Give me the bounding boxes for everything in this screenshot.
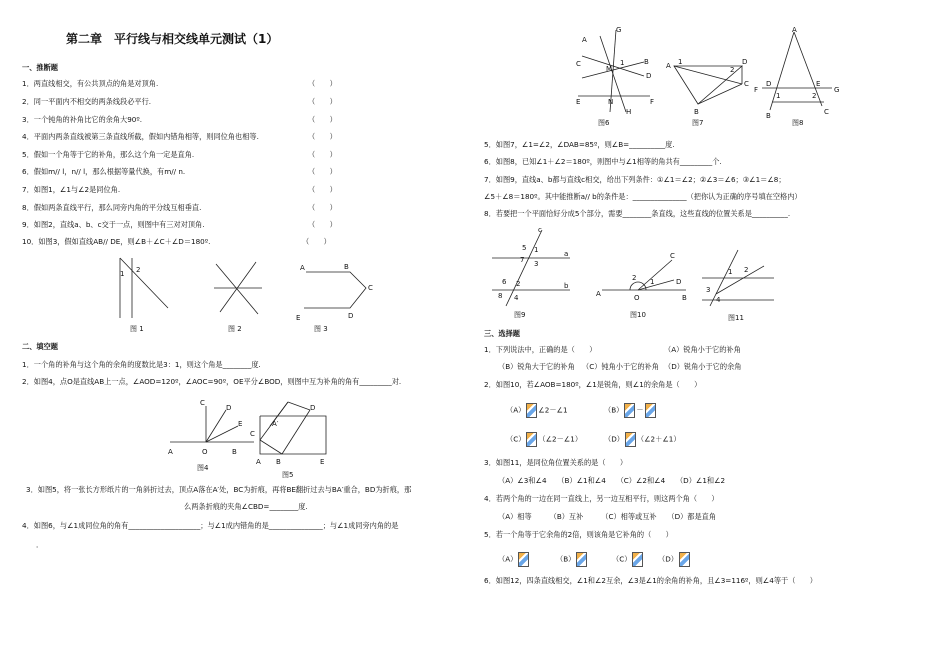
figure-4 (166, 396, 256, 458)
svg-text:N: N (608, 98, 614, 106)
option-label: （A） (498, 554, 518, 564)
section-2-heading: 二、填空题 (22, 342, 58, 351)
svg-text:1: 1 (534, 246, 539, 254)
judge-q4: 4．平面内两条直线被第三条直线所截，假如内错角相等，则同位角也相等. (22, 132, 259, 141)
svg-text:a: a (564, 250, 569, 258)
fill-q3-line1: 3．如图5，将一张长方形纸片的一角斜折过去，顶点A落在A′处，BC为折痕，再将BE翻折过去与BA′重合，BD为折痕，那 (26, 485, 412, 494)
figure-2-caption: 图 2 (228, 325, 242, 333)
svg-text:E: E (576, 98, 581, 106)
judge-q7: 7．如图1，∠1与∠2是同位角. (22, 185, 121, 194)
judge-q5: 5．假如一个角等于它的补角，那么这个角一定是直角. (22, 150, 195, 159)
svg-text:C: C (200, 399, 205, 407)
svg-text:A: A (582, 36, 587, 44)
judge-q2: 2．同一平面内不相交的两条线段必平行. (22, 97, 152, 106)
choice-q1: 1．下列说法中，正确的是（ ） (484, 345, 597, 354)
option-text: （∠2－∠1） (538, 434, 583, 444)
figure-10 (596, 246, 692, 302)
figure-5 (248, 398, 334, 466)
svg-text:D: D (348, 312, 354, 320)
choice-q2-option-d (604, 432, 681, 447)
svg-text:c: c (538, 226, 542, 234)
judge-q6: 6．假如m// l，n// l，那么根据等量代换，有m// n. (22, 167, 186, 176)
fill-q6: 6．如图8，已知∠1＋∠2＝180º，则图中与∠1相等的角共有_________个. (484, 157, 722, 166)
answer-paren: （ ） (308, 150, 337, 159)
svg-text:4: 4 (716, 296, 721, 304)
fill-q4-end: ． (36, 540, 44, 549)
figure-10-caption: 图10 (630, 311, 646, 319)
fill-q3-line2: 么两条折痕的夹角∠CBD=________度. (184, 502, 308, 511)
page-title: 第二章 平行线与相交线单元测试（1） (66, 32, 279, 46)
choice-q1-option-c: （C）钝角小于它的补角 (582, 362, 659, 371)
svg-text:b: b (564, 282, 569, 290)
figure-11 (698, 244, 778, 310)
svg-text:C: C (576, 60, 581, 68)
figure-9-caption: 图9 (514, 311, 526, 319)
choice-q5-option-d (658, 552, 691, 567)
svg-text:1: 1 (650, 278, 655, 286)
fill-q7-line2: ∠5＋∠8＝180º。其中能推断a// b的条件是：_______________（把你认为正确的序号填在空格内） (484, 192, 802, 201)
fraction-formula-icon (645, 403, 656, 418)
fraction-formula-icon (526, 403, 537, 418)
figure-9 (488, 226, 574, 308)
svg-text:4: 4 (514, 294, 519, 302)
answer-paren: （ ） (302, 237, 331, 246)
option-text: （∠2＋∠1） (636, 434, 681, 444)
svg-text:E: E (296, 314, 301, 322)
fraction-formula-icon (624, 403, 635, 418)
choice-q2-option-a (506, 403, 568, 418)
judge-q9: 9．如图2，直线a、b、c交于一点，则图中有三对对顶角. (22, 220, 205, 229)
choice-q5-option-b (556, 552, 588, 567)
fill-q5: 5．如图7，∠1=∠2，∠DAB=85º，则∠B=__________度. (484, 140, 675, 149)
choice-q4-options: （A）相等 （B）互补 （C）相等或互补 （D）都是直角 (498, 512, 717, 521)
svg-text:D: D (676, 278, 682, 286)
svg-text:O: O (202, 448, 208, 456)
choice-q2: 2．如图10，若∠AOB=180º，∠1是锐角，则∠1的余角是（ ） (484, 380, 702, 389)
svg-text:5: 5 (522, 244, 527, 252)
svg-text:1: 1 (120, 270, 125, 278)
svg-text:E: E (816, 80, 821, 88)
option-text: ∠2－∠1 (538, 405, 568, 415)
svg-text:2: 2 (730, 66, 735, 74)
figure-1-caption: 图 1 (130, 325, 144, 333)
option-label: （A） (506, 405, 526, 415)
svg-text:1: 1 (728, 268, 733, 276)
choice-q5: 5．若一个角等于它余角的2倍，则该角是它补角的（ ） (484, 530, 673, 539)
fraction-formula-icon (625, 432, 636, 447)
svg-text:E: E (238, 420, 243, 428)
figure-4-caption: 图4 (197, 464, 209, 472)
svg-text:A: A (168, 448, 173, 456)
figure-2 (206, 258, 266, 318)
choice-q2-option-c (506, 432, 582, 447)
svg-text:2: 2 (744, 266, 749, 274)
answer-paren: （ ） (308, 79, 337, 88)
fraction-formula-icon (632, 552, 643, 567)
svg-text:H: H (626, 108, 632, 116)
answer-paren: （ ） (308, 185, 337, 194)
svg-text:B: B (276, 458, 281, 466)
svg-text:A: A (256, 458, 261, 466)
svg-text:2: 2 (812, 92, 817, 100)
fraction-formula-icon (576, 552, 587, 567)
section-1-heading: 一、推断题 (22, 63, 58, 72)
svg-text:B: B (232, 448, 237, 456)
option-label: （D） (658, 554, 678, 564)
choice-q6: 6．如图12，四条直线相交，∠1和∠2互余，∠3是∠1的余角的补角，且∠3=116º，则∠4等于（ ） (484, 576, 817, 585)
figure-11-caption: 图11 (728, 314, 744, 322)
svg-text:A: A (596, 290, 601, 298)
svg-text:8: 8 (498, 292, 503, 300)
svg-text:D: D (226, 404, 232, 412)
svg-text:O: O (634, 294, 640, 302)
figure-7 (664, 40, 754, 120)
figure-8-caption: 图8 (792, 119, 804, 127)
svg-text:C: C (744, 80, 749, 88)
svg-text:M: M (606, 65, 613, 73)
svg-text:7: 7 (520, 256, 525, 264)
judge-q3: 3．一个钝角的补角比它的余角大90º. (22, 115, 143, 124)
svg-text:C: C (368, 284, 373, 292)
svg-text:C: C (250, 430, 255, 438)
answer-paren: （ ） (308, 167, 337, 176)
judge-q8: 8．假如两条直线平行，那么同旁内角的平分线互相垂直. (22, 203, 202, 212)
svg-text:B: B (644, 58, 649, 66)
svg-text:A: A (792, 26, 797, 34)
svg-text:2: 2 (516, 280, 521, 288)
svg-text:B: B (344, 263, 349, 271)
svg-text:C: C (670, 252, 675, 260)
fill-q4: 4．如图6，与∠1成同位角的角有____________________；与∠1成内错角的是_______________；与∠1成同旁内角的是 (22, 521, 399, 530)
choice-q5-option-a (498, 552, 530, 567)
svg-text:D: D (766, 80, 772, 88)
svg-text:D: D (646, 72, 652, 80)
choice-q5-option-c (612, 552, 644, 567)
fraction-formula-icon (679, 552, 690, 567)
section-3-heading: 三、选择题 (484, 329, 520, 338)
svg-text:3: 3 (706, 286, 711, 294)
svg-text:1: 1 (678, 58, 683, 66)
option-label: （D） (604, 434, 624, 444)
fill-q2: 2．如图4，点O是直线AB上一点，∠AOD=120º，∠AOC=90º，OE平分∠BOD，则图中互为补角的角有_________对. (22, 377, 402, 386)
svg-text:3: 3 (534, 260, 539, 268)
fraction-formula-icon (526, 432, 537, 447)
svg-text:D: D (310, 404, 316, 412)
choice-q1-option-b: （B）锐角大于它的补角 (498, 362, 575, 371)
answer-paren: （ ） (308, 132, 337, 141)
svg-text:A: A (300, 264, 305, 272)
figure-5-caption: 图5 (282, 471, 294, 479)
svg-text:G: G (616, 26, 622, 34)
svg-text:B: B (682, 294, 687, 302)
figure-6 (574, 26, 664, 116)
figure-8 (752, 26, 844, 120)
svg-text:C: C (824, 108, 829, 116)
choice-q2-option-b: （B） － (604, 403, 657, 418)
svg-text:2: 2 (136, 266, 141, 274)
option-label: （C） (612, 554, 632, 564)
judge-q1: 1．两直线相交，有公共顶点的角是对顶角. (22, 79, 159, 88)
choice-q1-option-d: （D）锐角小于它的余角 (664, 362, 742, 371)
fill-q8: 8．若要把一个平面恰好分成5个部分，需要________条直线，这些直线的位置关系是__________. (484, 209, 791, 218)
figure-3-caption: 图 3 (314, 325, 328, 333)
svg-text:E: E (320, 458, 325, 466)
svg-text:F: F (650, 98, 655, 106)
svg-text:B: B (766, 112, 771, 120)
figure-7-caption: 图7 (692, 119, 704, 127)
answer-paren: （ ） (308, 203, 337, 212)
option-label: （B） (556, 554, 576, 564)
answer-paren: （ ） (308, 115, 337, 124)
figure-3 (296, 258, 386, 324)
option-label: （B） (604, 405, 624, 415)
choice-q3: 3．如图11，是同位角位置关系的是（ ） (484, 458, 628, 467)
fraction-formula-icon (518, 552, 529, 567)
figure-6-caption: 图6 (598, 119, 610, 127)
choice-q3-options: （A）∠3和∠4 （B）∠1和∠4 （C）∠2和∠4 （D）∠1和∠2 (498, 476, 726, 485)
judge-q10: 10．如图3，假如直线AB// DE，则∠B＋∠C＋∠D＝180º. (22, 237, 211, 246)
svg-text:G: G (834, 86, 840, 94)
svg-text:A: A (666, 62, 671, 70)
svg-text:1: 1 (620, 59, 625, 67)
figure-1 (112, 252, 172, 322)
option-label: （C） (506, 434, 526, 444)
svg-text:D: D (742, 58, 748, 66)
choice-q1-option-a: （A）锐角小于它的补角 (664, 345, 741, 354)
svg-text:A′: A′ (272, 420, 279, 428)
fill-q1: 1．一个角的补角与这个角的余角的度数比是3：1，则这个角是________度. (22, 360, 261, 369)
fill-q7-line1: 7．如图9，直线a、b都与直线c相交，给出下列条件：①∠1＝∠2；②∠3＝∠6；③∠1＝∠8； (484, 175, 786, 184)
choice-q4: 4．若两个角的一边在同一直线上，另一边互相平行，则这两个角（ ） (484, 494, 719, 503)
svg-text:F: F (754, 86, 759, 94)
svg-text:1: 1 (776, 92, 781, 100)
answer-paren: （ ） (308, 220, 337, 229)
answer-paren: （ ） (308, 97, 337, 106)
svg-text:2: 2 (632, 274, 637, 282)
svg-text:6: 6 (502, 278, 507, 286)
svg-text:B: B (694, 108, 699, 116)
